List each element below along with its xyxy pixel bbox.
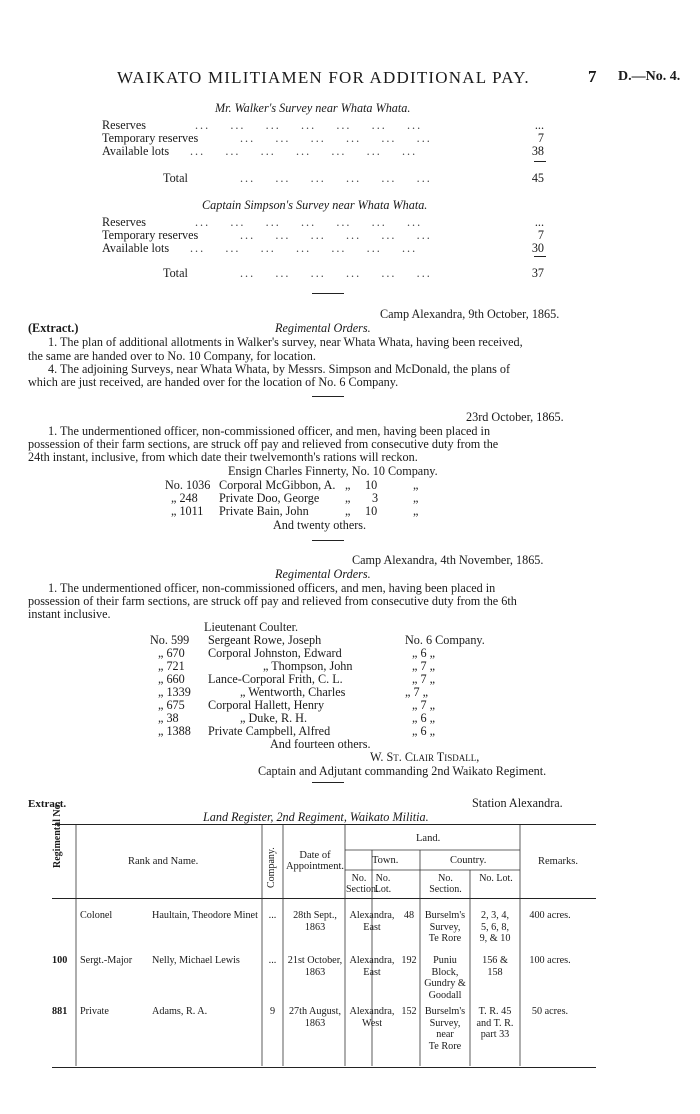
list-item: „ Duke, R. H. — [240, 711, 308, 725]
survey-row-label: Reserves — [102, 118, 146, 132]
closing-line: And fourteen others. — [270, 737, 371, 751]
cell-line: 1863 — [304, 921, 326, 933]
survey-row-label: Temporary reserves — [102, 228, 199, 242]
list-item: 3 — [372, 491, 379, 505]
cell-line: 21st October, — [287, 955, 343, 966]
list-item: „ — [413, 504, 419, 518]
list-item: „ 670 — [158, 646, 185, 660]
cell-line: Alexandra, — [349, 1006, 395, 1017]
cell-date — [285, 955, 345, 978]
list-item: 10 — [365, 478, 378, 492]
cell-town-section — [346, 1006, 398, 1029]
closing-line: And twenty others. — [273, 518, 367, 532]
list-item: „ — [413, 491, 419, 505]
cell-company — [262, 955, 283, 967]
station-label: Station Alexandra. — [472, 796, 563, 810]
cell-line: 27th August, — [288, 1006, 342, 1017]
cell-line: ... — [268, 955, 277, 966]
leader-dots: ... ... ... ... ... ... — [240, 171, 432, 185]
extract-label: (Extract.) — [28, 321, 79, 335]
cell-line: 192 — [401, 955, 417, 966]
survey-row-label: Temporary reserves — [102, 131, 199, 145]
cell-line: Block, — [431, 966, 459, 978]
list-item: „ — [345, 504, 351, 518]
list-item: Corporal Hallett, Henry — [208, 698, 325, 712]
signature: W. St. Clair Tisdall, — [370, 750, 480, 764]
leader-dots: ... ... ... ... ... ... — [240, 266, 432, 280]
list-item: „ 7 „ — [412, 659, 436, 673]
order-paragraph: the same are handed over to No. 10 Company, for location. — [28, 349, 316, 363]
cell-line: Burselm's — [424, 1006, 466, 1017]
cell-line: Sergt.-Major — [80, 955, 133, 966]
cell-line: Gundry & — [424, 978, 466, 989]
list-item: „ 7 „ — [405, 685, 429, 699]
cell-line: 2, 3, 4, — [480, 910, 509, 921]
cell-line: and T. R. — [476, 1017, 514, 1029]
cell-line: 400 acres. — [529, 910, 571, 921]
cell-line: near — [436, 1029, 454, 1040]
survey-row-value: 7 — [537, 228, 544, 242]
col-header-town: Town. — [372, 855, 399, 866]
list-item: „ 660 — [158, 672, 185, 686]
order-paragraph: instant inclusive. — [28, 607, 111, 621]
cell-name — [152, 1006, 262, 1018]
officer-line: Lieutenant Coulter. — [204, 620, 299, 634]
cell-line: 100 acres. — [529, 955, 571, 966]
extract-label: Extract. — [28, 798, 67, 810]
cell-country-lot — [470, 910, 520, 945]
cell-line: Survey, — [429, 1017, 461, 1029]
leader-dots: ... ... ... ... ... ... ... — [195, 118, 423, 132]
cell-remarks — [520, 955, 580, 967]
date-header-text: Date of Appointment. — [285, 850, 345, 872]
list-item: „ 7 „ — [412, 698, 436, 712]
order-paragraph: which are just received, are handed over for the location of No. 6 Company. — [28, 375, 399, 389]
town-lot-text: No. Lot. — [374, 873, 392, 895]
cell-line: Te Rore — [428, 1040, 462, 1052]
list-item: „ 1011 — [171, 504, 204, 518]
cell-country-lot — [470, 955, 520, 978]
col-header-town-lot — [373, 873, 393, 895]
leader-dots: ... ... ... ... ... ... — [240, 131, 432, 145]
col-header-town-section — [346, 873, 379, 895]
leader-dots: ... ... ... ... ... ... ... — [190, 144, 418, 158]
cell-line: Haultain, Theodore Minet — [152, 910, 258, 921]
survey-row-value: 38 — [531, 144, 544, 158]
country-lot-text: No. Lot. — [479, 873, 513, 884]
order-paragraph: 1. The plan of additional allotments in Walker's survey, near Whata Whata, having been received, — [48, 335, 523, 349]
leader-dots: ... ... ... ... ... ... — [240, 228, 432, 242]
cell-line: Colonel — [80, 910, 113, 921]
cell-line: West — [361, 1017, 383, 1029]
cell-line: T. R. 45 — [478, 1006, 512, 1017]
cell-reg-no — [52, 955, 76, 967]
cell-line: 50 acres. — [531, 1006, 569, 1017]
cell-line: 100 — [52, 955, 68, 966]
cell-company — [262, 1006, 283, 1018]
cell-line: ... — [268, 910, 277, 921]
cell-line: 158 — [487, 966, 503, 978]
cell-date — [285, 1006, 345, 1029]
list-item: „ 38 — [158, 711, 179, 725]
survey-total-value: 45 — [531, 171, 544, 185]
list-item: „ 6 „ — [412, 646, 436, 660]
col-header-regimental-no: Regimental No. — [52, 801, 63, 868]
cell-line: 9 — [269, 1006, 276, 1017]
cell-town-lot — [398, 1006, 420, 1018]
cell-line: 152 — [401, 1006, 417, 1017]
cell-rank — [80, 910, 150, 922]
cell-country-section — [420, 955, 470, 1001]
cell-rank — [80, 955, 150, 967]
order-place-date: Camp Alexandra, 4th November, 1865. — [352, 553, 544, 567]
order-paragraph: possession of their farm sections, are struck off pay and relieved from consecutive duty from the — [28, 437, 499, 451]
survey-row-value: 7 — [537, 131, 544, 145]
cell-line: Alexandra, — [349, 955, 395, 966]
col-header-company: Company. — [266, 847, 277, 888]
survey-heading: Mr. Walker's Survey near Whata Whata. — [215, 101, 411, 115]
survey-total-label: Total — [163, 171, 188, 185]
cell-line: part 33 — [480, 1029, 510, 1040]
survey-total-label: Total — [163, 266, 188, 280]
col-header-rank-name: Rank and Name. — [128, 856, 199, 867]
list-item: 10 — [365, 504, 378, 518]
list-item: „ 1388 — [158, 724, 191, 738]
cell-country-section — [420, 1006, 470, 1052]
cell-line: 1863 — [304, 1017, 326, 1029]
survey-row-label: Reserves — [102, 215, 146, 229]
list-item: Lance-Corporal Frith, C. L. — [208, 672, 343, 686]
list-item: „ — [345, 478, 351, 492]
document-reference: D.—No. 4. — [618, 69, 681, 84]
cell-rank — [80, 1006, 150, 1018]
list-item: „ 6 „ — [412, 711, 436, 725]
cell-line: Te Rore — [428, 933, 462, 944]
register-title: Land Register, 2nd Regiment, Waikato Militia. — [203, 810, 429, 824]
list-item: „ 6 „ — [412, 724, 436, 738]
survey-row-value: ... — [534, 215, 544, 229]
cell-line: Alexandra, — [349, 910, 395, 921]
town-section-text: No. Section. — [346, 873, 379, 895]
cell-line: East — [363, 966, 381, 978]
list-item: „ 1339 — [158, 685, 191, 699]
leader-dots: ... ... ... ... ... ... ... — [195, 215, 423, 229]
cell-remarks — [520, 1006, 580, 1018]
cell-line: 5, 6, 8, — [480, 921, 509, 933]
cell-line: 1863 — [304, 966, 326, 978]
cell-line: Adams, R. A. — [152, 1006, 208, 1017]
order-paragraph: 1. The undermentioned officer, non-commissioned officer, and men, having been placed in — [48, 424, 491, 438]
cell-line: 28th Sept., — [293, 910, 337, 921]
list-item: „ 721 — [158, 659, 185, 673]
list-item: Corporal Johnston, Edward — [208, 646, 342, 660]
cell-line: 48 — [403, 910, 415, 921]
order-place-date: Camp Alexandra, 9th October, 1865. — [380, 307, 560, 321]
cell-line: Nelly, Michael Lewis — [152, 955, 240, 966]
list-item: No. 599 — [150, 633, 190, 647]
cell-town-lot — [398, 910, 420, 922]
cell-name — [152, 955, 262, 967]
col-header-country-lot — [474, 873, 518, 884]
survey-row-label: Available lots — [102, 144, 170, 158]
cell-country-section — [420, 910, 470, 945]
list-item: „ Wentworth, Charles — [240, 685, 346, 699]
order-paragraph: 4. The adjoining Surveys, near Whata Whata, by Messrs. Simpson and McDonald, the plans of — [48, 362, 511, 376]
list-item: Private Campbell, Alfred — [208, 724, 331, 738]
list-item: „ 248 — [171, 491, 198, 505]
list-item: „ 7 „ — [412, 672, 436, 686]
order-heading: Regimental Orders. — [275, 321, 371, 335]
survey-row-value: 30 — [531, 241, 544, 255]
cell-company — [262, 910, 283, 922]
list-item: Corporal McGibbon, A. — [219, 478, 336, 492]
survey-row-label: Available lots — [102, 241, 170, 255]
order-paragraph: possession of their farm sections, are struck off pay and relieved from consecutive duty from the 6th — [28, 594, 517, 608]
cell-date — [285, 910, 345, 933]
list-item: „ — [345, 491, 351, 505]
cell-line: Burselm's — [424, 910, 466, 921]
leader-dots: ... ... ... ... ... ... ... — [190, 241, 418, 255]
page-title: WAIKATO MILITIAMEN FOR ADDITIONAL PAY. — [117, 68, 530, 87]
list-item: Private Bain, John — [219, 504, 309, 518]
cell-town-section — [346, 955, 398, 978]
officer-line: Ensign Charles Finnerty, No. 10 Company. — [228, 464, 438, 478]
list-item: No. 6 Company. — [405, 633, 485, 647]
col-header-country: Country. — [450, 855, 487, 866]
cell-line: Survey, — [429, 921, 461, 933]
survey-total-value: 37 — [531, 266, 544, 280]
cell-line: 156 & — [482, 955, 508, 966]
order-date: 23rd October, 1865. — [466, 410, 564, 424]
list-item: No. 1036 — [165, 478, 211, 492]
survey-heading: Captain Simpson's Survey near Whata Whata. — [202, 198, 428, 212]
cell-town-lot — [398, 955, 420, 967]
col-header-country-section — [423, 873, 468, 895]
order-paragraph: 1. The undermentioned officer, non-commissioned officers, and men, having been placed in — [48, 581, 496, 595]
signature-title: Captain and Adjutant commanding 2nd Waikato Regiment. — [258, 764, 547, 778]
cell-town-section — [346, 910, 398, 933]
list-item: Sergeant Rowe, Joseph — [208, 633, 322, 647]
col-header-land: Land. — [416, 833, 441, 844]
cell-line: 881 — [52, 1006, 68, 1017]
cell-line: Private — [80, 1006, 109, 1017]
list-item: „ Thompson, John — [263, 659, 353, 673]
cell-line: East — [363, 921, 381, 933]
cell-name — [152, 910, 262, 922]
cell-line: 9, & 10 — [479, 933, 511, 944]
col-header-date — [285, 850, 345, 872]
survey-row-value: ... — [534, 118, 544, 132]
col-header-remarks: Remarks. — [538, 856, 578, 867]
cell-line: Puniu — [433, 955, 457, 966]
order-heading: Regimental Orders. — [275, 567, 371, 581]
list-item: „ 675 — [158, 698, 185, 712]
cell-reg-no — [52, 1006, 76, 1018]
order-paragraph: 24th instant, inclusive, from which date their twelvemonth's rations will reckon. — [28, 450, 418, 464]
country-section-text: No. Section. — [429, 873, 462, 895]
cell-line: Goodall — [428, 989, 462, 1001]
page-number: 7 — [588, 67, 597, 86]
list-item: Private Doo, George — [219, 491, 320, 505]
cell-country-lot — [470, 1006, 520, 1041]
cell-remarks — [520, 910, 580, 922]
list-item: „ — [413, 478, 419, 492]
